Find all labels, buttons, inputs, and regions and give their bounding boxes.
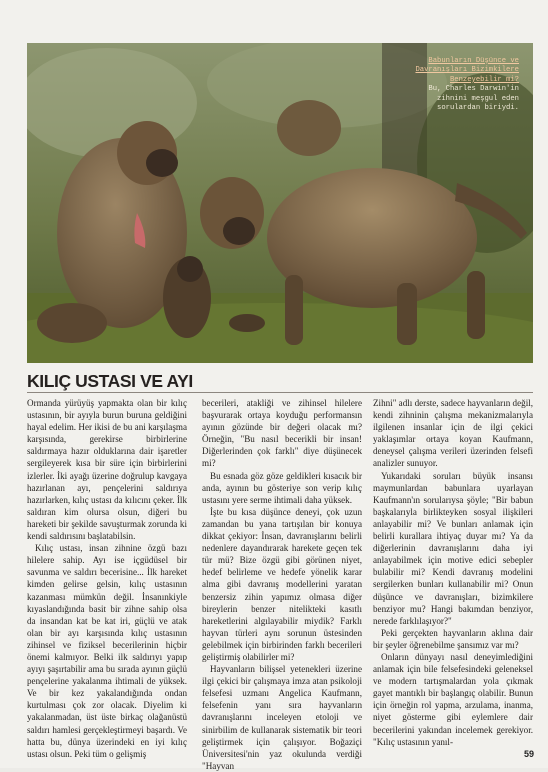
paragraph: Yukarıdaki soruları büyük insansı maymunlardan babunlara uyarlayan Kaufmann'ın sorularıysa şöyle; "Bir babun başkalarıyla birlikteyken sosyal ilişkileri anlayabilir mi? Ve bunları anlamak için belirli kurallara ihtiyaç duyar mı? Ya da diğerlerinin davranışlarını daha iyi anlayabilmek için motive edici sebepler bulabilir mi? Kendi davranış modelini sergilerken bunları kullanabilir mi? Onun düşünce ve davranışları, bizimkilere benziyor mu? Hangi bakımdan benziyor, nerede farklılaşıyor?" [373, 470, 533, 626]
article-column-2 [202, 397, 362, 772]
paragraph: Hayvanların bilişsel yetenekleri üzerine ilgi çekici bir çalışmaya imza atan psikoloji felsefesi uzmanı Angelica Kaufmann, felsefenin yanı sıra hayvanların davranışlarını inceleyen etoloji ve sinirbilim de kullanarak sistematik bir teori geliştirmek için çalışıyor. Boğaziçi Üniversitesi'nin yaz okulunda verdiği "Hayvan [202, 664, 362, 771]
paragraph: Zihni" adlı derste, sadece hayvanların değil, kendi zihninin çalışma mekanizmalarıyla ilgilenen insanlar için de ilgi çekici yaklaşımlar ortaya koyan Kaufmann, deneysel çalışma verileri üzerinden felsefi analizler sunuyor. [373, 398, 534, 469]
paragraph: becerileri, atakliği ve zihinsel hilelere başvurarak ortaya koyduğu performansın ayının gözünde bir değeri olacak mı? Örneğin, "Bu nasıl becerikli bir insan! Diğerlerinden çok farklı" diye düşünecek mi? [202, 398, 362, 469]
caption-text: Bu, Charles Darwin'in zihnini meşgul eden sorulardan biriydi. [428, 85, 519, 113]
article-column-1 [27, 397, 187, 760]
article-column-3 [373, 397, 533, 748]
title-divider [27, 392, 533, 393]
paragraph: İşte bu kısa düşünce deneyi, çok uzun zamandan bu yana tartışılan bir konuya dikkat çekiyor: İnsan, davranışlarını belirli nedenlere dayandırarak harekete geçen tek tür mü? Bize özgü gibi görünen niyet, hedef belirleme ve hedefe yönelik karar alma gibi davranış modellerini yaratan benzersiz zihin yapımız olmasa diğer bireylerin benzer nitelikteki kasıtlı hareketlerini algılayabilir miydik? Farklı hayvan türleri aynı sorunun üstesinden gelebilmek için birbirinden farklı becerileri geliştirmiş olabilirler mi? [202, 506, 362, 662]
paragraph: Bu esnada göz göze geldikleri kısacık bir anda, ayının bu gösteriye son verip kılıç ustasını yere serme ihtimali daha yüksek. [202, 470, 362, 505]
paragraph: Peki gerçekten hayvanların aklına dair bir şeyler öğrenebilme şansımız var mı? [373, 627, 533, 650]
caption-title: Babunların Düşünce ve Davranışları Bizimkilere Benzeyebilir mi? [415, 57, 519, 84]
baboon-photo [27, 43, 533, 363]
paragraph: Kılıç ustası, insan zihnine özgü bazı hilelere sahip. Ayı ise içgüdüsel bir savunma ve saldırı becerisine... İlk hareket kimden gelirse gelsin, kılıç ustasının kazanması mümkün değil. İnsanınkiyle kıyaslandığında basit bir zihne sahip olsa da insandan kat be kat iri, güçlü ve atak olan bir ayı karşısında kılıç ustasının zihinsel ve fiziksel becerilerinin hiçbir önemi kalmıyor. Belki ilk saldırıyı yapıp ayıyı şaşırtabilir ama bu sırada ayının güçlü pençelerine yakalanma ihtimali de yüksek. Ve bir kez yakalandığında ondan kurtulması çok zor olacak. Diyelim ki yakalanmadan, üst üste birkaç olağanüstü saldırı hamlesi gerçekleştirmeyi başardı. Ve hatta bu, dünya üzerindeki en iyi kılıç ustası olsun. Peki tüm o gelişmiş [27, 543, 187, 759]
page-number: 59 [523, 749, 534, 759]
article-title: KILIÇ USTASI VE AYI [27, 371, 193, 391]
paragraph: Onların dünyayı nasıl deneyimlediğini anlamak için bile felsefesindeki geleneksel ve modern tartışmalardan yola çıkmak gayet mantıklı bir başlangıç olabilir. Bunun için örneğin rol yapma, arzulama, inanma, niyet gösterme gibi eylemlere dair becerilerini yakından incelemek gerekiyor. "Kılıç ustasının yanıl- [373, 651, 533, 747]
paragraph: Ormanda yürüyüş yapmakta olan bir kılıç ustasının, bir ayıyla burun buruna geldiğini hayal edelim. Her ikisi de bu ani karşılaşma karşısında, gerekirse birbirlerine saldırmaya hazır olduklarına dair işaretler sergileyerek kısa bir süre için birbirlerini izlerler. İki ayağı üzerine doğrulup kavgaya hazırlanan ayı, pençelerini saldırıya hazırlarken, kılıç ustası da kılıcını çeker. İlk saldıran kim olursa olsun, diğeri bu hareketi bir şekilde savuşturmak zorunda ki kendi saldırısını başlatabilsin. [27, 398, 187, 542]
photo-caption [401, 57, 519, 113]
